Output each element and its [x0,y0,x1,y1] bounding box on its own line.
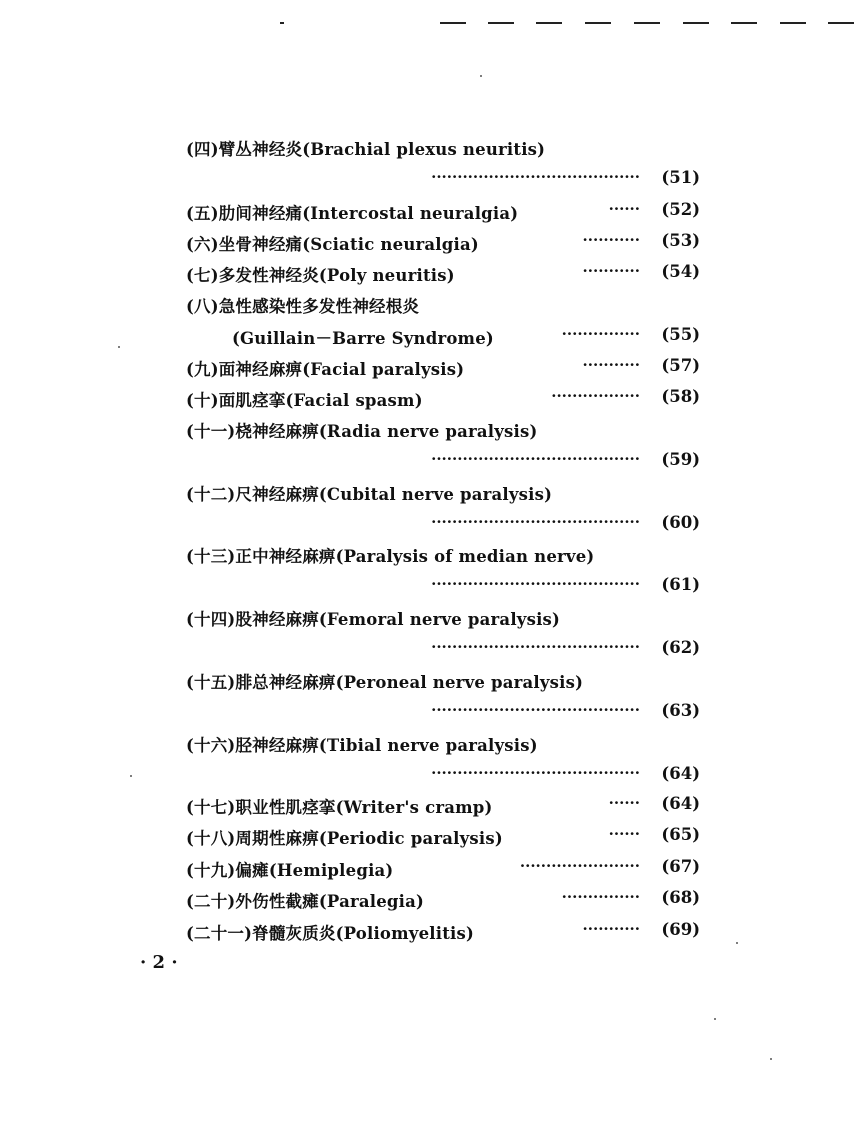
toc-entry-title: (十八)周期性麻痹(Periodic paralysis) [186,829,503,848]
toc-entry [186,825,700,849]
page-ref: (54) [661,262,700,281]
dot-leader: ··········· [582,356,640,374]
page-ref: (61) [661,575,700,594]
toc-entry-leader-row [186,325,700,349]
dot-leader: ········································ [431,450,640,468]
page-ref: (69) [661,920,700,939]
page-ref: (67) [661,857,700,876]
page-ref: (58) [661,387,700,406]
dot-leader: ········································ [431,513,640,531]
dot-leader: ········································ [431,575,640,593]
page-ref: (51) [661,168,700,187]
dot-leader: ················· [551,387,640,405]
toc-entry-title: (二十一)脊髓灰质炎(Poliomyelitis) [186,924,474,943]
dot-leader: ······ [608,200,640,218]
page-ref: (65) [661,825,700,844]
dot-leader: ··········· [582,920,640,938]
dot-leader: ··············· [561,325,640,343]
toc-entry-leader-row [186,513,700,537]
dot-leader: ··········· [582,231,640,249]
toc-entry-title: (十四)股神经麻痹(Femoral nerve paralysis) [186,610,561,629]
toc-entry [186,857,700,881]
toc-entry [186,794,700,818]
toc-entry-title: (四)臂丛神经炎(Brachial plexus neuritis) [186,140,546,159]
toc-entry-title: (五)肋间神经痛(Intercostal neuralgia) [186,204,519,223]
page-ref: (62) [661,638,700,657]
toc-entry-leader-row [186,450,700,474]
toc-entry-title: (二十)外伤性截瘫(Paralegia) [186,892,425,911]
toc-entry [186,356,700,380]
dot-leader: ··············· [561,888,640,906]
toc-entry-leader-row [186,764,700,788]
page-ref: (60) [661,513,700,532]
dot-leader: ········································ [431,764,640,782]
toc-entry-title: (十六)胫神经麻痹(Tibial nerve paralysis) [186,736,538,755]
toc-entry-leader-row [186,701,700,725]
dot-leader: ······ [608,825,640,843]
page-ref: (52) [661,200,700,219]
toc-entry-title: (十九)偏瘫(Hemiplegia) [186,861,394,880]
toc-entry-title: (十七)职业性肌痉挛(Writer's cramp) [186,798,493,817]
page-ref: (63) [661,701,700,720]
page-ref: (57) [661,356,700,375]
toc-entry-title: (九)面神经麻痹(Facial paralysis) [186,360,465,379]
page-ref: (59) [661,450,700,469]
page-ref: (55) [661,325,700,344]
dot-leader: ········································ [431,168,640,186]
toc-entry-title: (十一)桡神经麻痹(Radia nerve paralysis) [186,422,538,441]
toc-entry-title: (十)面肌痉挛(Facial spasm) [186,391,423,410]
page-number: · 2 · [140,952,178,973]
scan-speck [770,1058,772,1060]
page-ref: (53) [661,231,700,250]
page-ref: (64) [661,764,700,783]
dot-leader: ······ [608,794,640,812]
toc-entry [186,920,700,944]
toc-entry [186,387,700,411]
toc-entry-title: (七)多发性神经炎(Poly neuritis) [186,266,455,285]
toc-entry [186,200,700,224]
toc-entry [186,231,700,255]
toc-entry-leader-row [186,638,700,662]
dot-leader: ··········· [582,262,640,280]
scan-speck [714,1018,716,1020]
toc-entry-title: (六)坐骨神经痛(Sciatic neuralgia) [186,235,479,254]
dot-leader: ······················· [519,857,640,875]
toc-entry-leader-row [186,575,700,599]
toc-entry-title: (八)急性感染性多发性神经根炎 [186,297,420,316]
dot-leader: ········································ [431,701,640,719]
toc-entry [186,888,700,912]
dot-leader: ········································ [431,638,640,656]
page-ref: (64) [661,794,700,813]
page-ref: (68) [661,888,700,907]
toc-entry [186,262,700,286]
toc-entry-title: (十三)正中神经麻痹(Paralysis of median nerve) [186,547,595,566]
toc-entry-title: (十二)尺神经麻痹(Cubital nerve paralysis) [186,485,553,504]
toc-entry-leader-row [186,168,700,192]
toc-entry-title: (十五)腓总神经麻痹(Peroneal nerve paralysis) [186,673,584,692]
toc-entry-subtitle: (Guillain－Barre Syndrome) [232,329,494,348]
